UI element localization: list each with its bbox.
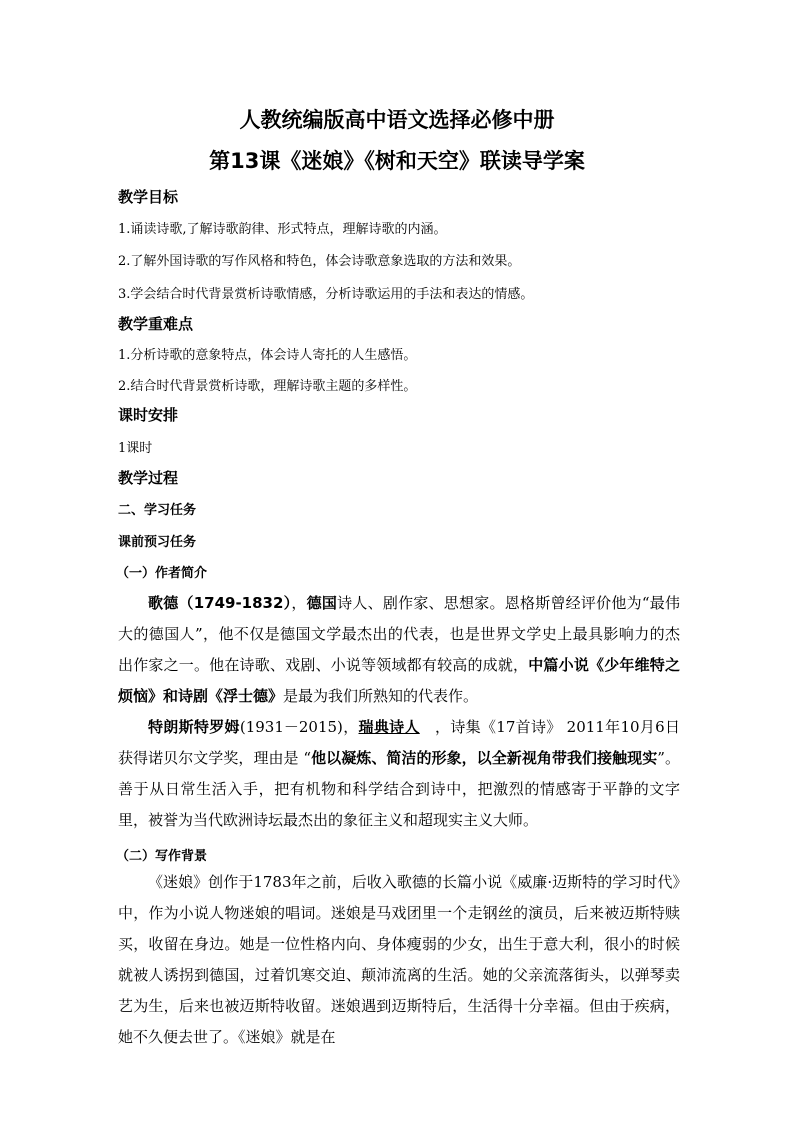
goethe-country: 德国 xyxy=(306,594,338,612)
goethe-paragraph: 歌德（1749-1832），德国诗人、剧作家、思想家。恩格斯曾经评价他为“最伟大的德国人”，他不仅是德国文学最杰出的代表，也是世界文学史上最具影响力的杰出作家之一。他在诗歌、戏剧、小说等领域都有较高的成就，中篇小说《少年维特之烦恼》和诗剧《浮士德》是最为我们所熟知的代表作。 xyxy=(118,594,680,705)
learning-task-heading: 二、学习任务 xyxy=(118,503,197,518)
objective-item: 3.学会结合时代背景赏析诗歌情感，分析诗歌运用的手法和表达的情感。 xyxy=(118,287,534,302)
background-heading: （二）写作背景 xyxy=(116,849,208,864)
keypoints-heading: 教学重难点 xyxy=(118,315,194,333)
process-heading: 教学过程 xyxy=(118,469,179,487)
objective-item: 2.了解外国诗歌的写作风格和特色，体会诗歌意象选取的方法和效果。 xyxy=(118,254,521,269)
keypoint-item: 2.结合时代背景赏析诗歌，理解诗歌主题的多样性。 xyxy=(118,379,417,394)
lesson-title: 第13课《迷娘》《树和天空》联读导学案 xyxy=(209,149,585,173)
preview-task-heading: 课前预习任务 xyxy=(118,535,197,550)
objectives-heading: 教学目标 xyxy=(118,188,179,206)
transtromer-paragraph: 特朗斯特罗姆(1931－2015)，瑞典诗人 ，诗集《17首诗》 2011年10月6日获得诺贝尔文学奖，理由是 “他以凝炼、简洁的形象，以全新视角带我们接触现实”。善于从日常生活入手，把有机物和科学结合到诗中，把激烈的情感寄于平静的文字里，被誉为当代欧洲诗坛最杰出的象征主义和超现实主义大师。 xyxy=(118,718,680,829)
transtromer-nation: 瑞典诗人 xyxy=(358,718,420,736)
transtromer-name: 特朗斯特罗姆 xyxy=(148,718,240,736)
background-paragraph: 《迷娘》创作于1783年之前，后收入歌德的长篇小说《威廉·迈斯特的学习时代》中，作为小说人物迷娘的唱词。迷娘是马戏团里一个走钢丝的演员，后来被迈斯特赎买，收留在身边。她是一位性格内向、身体瘦弱的少女，出生于意大利，很小的时候就被人诱拐到德国，过着饥寒交迫、颠沛流离的生活。她的父亲流落街头，以弹琴卖艺为生，后来也被迈斯特收留。迷娘遇到迈斯特后，生活得十分幸福。但由于疾病，她不久便去世了。《迷娘》就是在 xyxy=(118,873,680,1046)
keypoint-item: 1.分析诗歌的意象特点，体会诗人寄托的人生感悟。 xyxy=(118,348,417,363)
document-title: 人教统编版高中语文选择必修中册 xyxy=(239,108,555,132)
nobel-citation: 他以凝炼、简洁的形象，以全新视角带我们接触现实 xyxy=(311,749,658,767)
goethe-name: 歌德（1749-1832） xyxy=(148,594,292,612)
author-intro-heading: （一）作者简介 xyxy=(116,566,208,581)
schedule-value: 1课时 xyxy=(118,441,153,456)
schedule-heading: 课时安排 xyxy=(118,406,179,424)
goethe-works: 中篇小说《少年维特之烦恼》和诗剧《浮士德》 xyxy=(118,656,680,705)
objective-item: 1.诵读诗歌,了解诗歌韵律、形式特点，理解诗歌的内涵。 xyxy=(118,222,447,237)
